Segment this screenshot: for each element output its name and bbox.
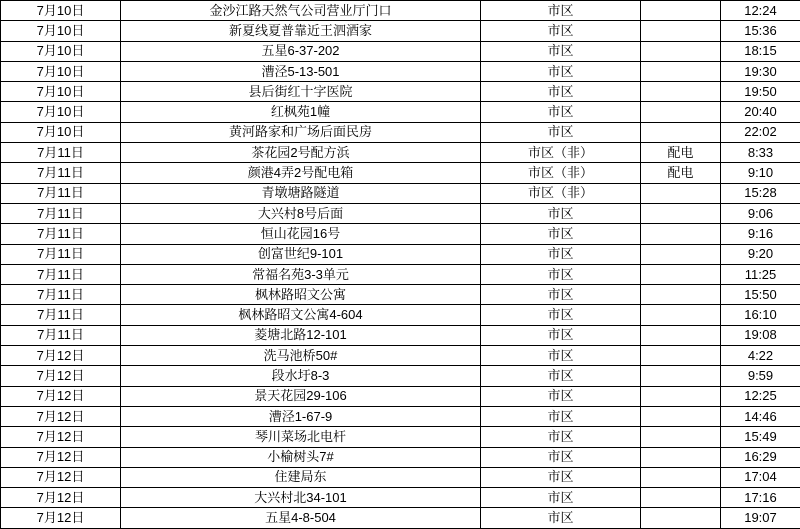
cell-date[interactable]: 7月11日 bbox=[1, 224, 121, 244]
cell-area[interactable]: 市区 bbox=[481, 305, 641, 325]
cell-address[interactable]: 大兴村北34-101 bbox=[121, 488, 481, 508]
table-row bbox=[1, 285, 800, 305]
cell-address[interactable]: 住建局东 bbox=[121, 467, 481, 487]
cell-area[interactable]: 市区 bbox=[481, 467, 641, 487]
cell-area[interactable]: 市区 bbox=[481, 346, 641, 366]
cell-area[interactable]: 市区 bbox=[481, 224, 641, 244]
cell-area[interactable]: 市区 bbox=[481, 427, 641, 447]
cell-type[interactable] bbox=[641, 183, 721, 203]
cell-type[interactable] bbox=[641, 366, 721, 386]
cell-time[interactable]: 12:25 bbox=[721, 386, 800, 406]
cell-date[interactable]: 7月12日 bbox=[1, 447, 121, 467]
table-row bbox=[1, 1, 800, 21]
cell-area[interactable]: 市区 bbox=[481, 244, 641, 264]
cell-type[interactable] bbox=[641, 82, 721, 102]
cell-address[interactable]: 县后街红十字医院 bbox=[121, 82, 481, 102]
cell-time[interactable]: 18:15 bbox=[721, 41, 800, 61]
cell-address[interactable]: 漕泾1-67-9 bbox=[121, 406, 481, 426]
cell-area[interactable]: 市区（非） bbox=[481, 163, 641, 183]
cell-address[interactable]: 五星4-8-504 bbox=[121, 508, 481, 528]
cell-address[interactable]: 大兴村8号后面 bbox=[121, 203, 481, 223]
cell-area[interactable]: 市区 bbox=[481, 508, 641, 528]
cell-address[interactable]: 琴川菜场北电杆 bbox=[121, 427, 481, 447]
cell-area[interactable]: 市区（非） bbox=[481, 183, 641, 203]
table-body bbox=[1, 1, 800, 529]
cell-date[interactable]: 7月11日 bbox=[1, 305, 121, 325]
cell-type[interactable] bbox=[641, 264, 721, 284]
table-row bbox=[1, 244, 800, 264]
table-row bbox=[1, 163, 800, 183]
cell-type[interactable] bbox=[641, 467, 721, 487]
cell-date[interactable]: 7月12日 bbox=[1, 386, 121, 406]
cell-time[interactable]: 19:08 bbox=[721, 325, 800, 345]
cell-type[interactable] bbox=[641, 346, 721, 366]
cell-address[interactable]: 段水圩8-3 bbox=[121, 366, 481, 386]
cell-time[interactable]: 8:33 bbox=[721, 143, 800, 163]
cell-type[interactable] bbox=[641, 406, 721, 426]
cell-date[interactable]: 7月10日 bbox=[1, 82, 121, 102]
cell-time[interactable]: 9:06 bbox=[721, 203, 800, 223]
cell-address[interactable]: 漕泾5-13-501 bbox=[121, 61, 481, 81]
cell-type[interactable] bbox=[641, 488, 721, 508]
cell-address[interactable]: 创富世纪9-101 bbox=[121, 244, 481, 264]
cell-area[interactable]: 市区 bbox=[481, 21, 641, 41]
table-row bbox=[1, 102, 800, 122]
cell-time[interactable]: 15:36 bbox=[721, 21, 800, 41]
cell-date[interactable]: 7月11日 bbox=[1, 244, 121, 264]
cell-time[interactable]: 12:24 bbox=[721, 1, 800, 21]
cell-date[interactable]: 7月12日 bbox=[1, 346, 121, 366]
cell-type[interactable] bbox=[641, 447, 721, 467]
cell-date[interactable]: 7月12日 bbox=[1, 427, 121, 447]
table-row bbox=[1, 203, 800, 223]
cell-date[interactable]: 7月10日 bbox=[1, 1, 121, 21]
cell-address[interactable]: 枫林路昭文公寓 bbox=[121, 285, 481, 305]
cell-address[interactable]: 青墩塘路隧道 bbox=[121, 183, 481, 203]
table-row bbox=[1, 386, 800, 406]
table-row bbox=[1, 346, 800, 366]
table-row bbox=[1, 325, 800, 345]
cell-time[interactable]: 9:16 bbox=[721, 224, 800, 244]
table-row bbox=[1, 122, 800, 142]
cell-type[interactable] bbox=[641, 61, 721, 81]
table-row bbox=[1, 82, 800, 102]
cell-area[interactable]: 市区 bbox=[481, 41, 641, 61]
cell-date[interactable]: 7月10日 bbox=[1, 102, 121, 122]
cell-type[interactable]: 配电 bbox=[641, 143, 721, 163]
cell-date[interactable]: 7月12日 bbox=[1, 488, 121, 508]
table-row bbox=[1, 366, 800, 386]
cell-area[interactable]: 市区 bbox=[481, 366, 641, 386]
cell-area[interactable]: 市区 bbox=[481, 82, 641, 102]
cell-date[interactable]: 7月11日 bbox=[1, 203, 121, 223]
table-row bbox=[1, 406, 800, 426]
cell-area[interactable]: 市区 bbox=[481, 122, 641, 142]
cell-area[interactable]: 市区 bbox=[481, 386, 641, 406]
table-row bbox=[1, 427, 800, 447]
cell-date[interactable]: 7月12日 bbox=[1, 467, 121, 487]
cell-type[interactable] bbox=[641, 305, 721, 325]
cell-date[interactable]: 7月11日 bbox=[1, 264, 121, 284]
table-row bbox=[1, 41, 800, 61]
cell-date[interactable]: 7月10日 bbox=[1, 41, 121, 61]
cell-type[interactable] bbox=[641, 1, 721, 21]
cell-time[interactable]: 15:49 bbox=[721, 427, 800, 447]
cell-date[interactable]: 7月11日 bbox=[1, 143, 121, 163]
cell-time[interactable]: 4:22 bbox=[721, 346, 800, 366]
cell-date[interactable]: 7月12日 bbox=[1, 406, 121, 426]
cell-time[interactable]: 9:59 bbox=[721, 366, 800, 386]
cell-area[interactable]: 市区 bbox=[481, 285, 641, 305]
cell-area[interactable]: 市区 bbox=[481, 325, 641, 345]
table-row bbox=[1, 508, 800, 528]
cell-time[interactable]: 22:02 bbox=[721, 122, 800, 142]
cell-time[interactable]: 20:40 bbox=[721, 102, 800, 122]
table-row bbox=[1, 264, 800, 284]
cell-area[interactable]: 市区 bbox=[481, 447, 641, 467]
cell-type[interactable] bbox=[641, 41, 721, 61]
cell-address[interactable]: 茶花园2号配方浜 bbox=[121, 143, 481, 163]
cell-address[interactable]: 新夏线夏普靠近王泗酒家 bbox=[121, 21, 481, 41]
table-row bbox=[1, 305, 800, 325]
cell-area[interactable]: 市区 bbox=[481, 406, 641, 426]
cell-type[interactable] bbox=[641, 325, 721, 345]
table-row bbox=[1, 183, 800, 203]
table-row bbox=[1, 143, 800, 163]
cell-address[interactable]: 洗马池桥50# bbox=[121, 346, 481, 366]
cell-type[interactable] bbox=[641, 21, 721, 41]
cell-time[interactable]: 16:29 bbox=[721, 447, 800, 467]
cell-time[interactable]: 11:25 bbox=[721, 264, 800, 284]
cell-type[interactable] bbox=[641, 102, 721, 122]
cell-area[interactable]: 市区 bbox=[481, 203, 641, 223]
cell-date[interactable]: 7月10日 bbox=[1, 21, 121, 41]
cell-type[interactable] bbox=[641, 122, 721, 142]
cell-area[interactable]: 市区 bbox=[481, 1, 641, 21]
cell-time[interactable]: 19:30 bbox=[721, 61, 800, 81]
cell-date[interactable]: 7月10日 bbox=[1, 122, 121, 142]
cell-date[interactable]: 7月10日 bbox=[1, 61, 121, 81]
cell-address[interactable]: 金沙江路天然气公司营业厅门口 bbox=[121, 1, 481, 21]
cell-type[interactable] bbox=[641, 203, 721, 223]
cell-address[interactable]: 黄河路家和广场后面民房 bbox=[121, 122, 481, 142]
table-row bbox=[1, 467, 800, 487]
cell-type[interactable] bbox=[641, 244, 721, 264]
cell-time[interactable]: 14:46 bbox=[721, 406, 800, 426]
cell-address[interactable]: 恒山花园16号 bbox=[121, 224, 481, 244]
cell-area[interactable]: 市区 bbox=[481, 488, 641, 508]
cell-time[interactable]: 17:04 bbox=[721, 467, 800, 487]
cell-date[interactable]: 7月12日 bbox=[1, 366, 121, 386]
cell-time[interactable]: 19:50 bbox=[721, 82, 800, 102]
cell-address[interactable]: 景天花园29-106 bbox=[121, 386, 481, 406]
cell-time[interactable]: 9:10 bbox=[721, 163, 800, 183]
table-row bbox=[1, 21, 800, 41]
cell-date[interactable]: 7月11日 bbox=[1, 325, 121, 345]
cell-address[interactable]: 颜港4弄2号配电箱 bbox=[121, 163, 481, 183]
cell-type[interactable] bbox=[641, 285, 721, 305]
cell-time[interactable]: 16:10 bbox=[721, 305, 800, 325]
cell-date[interactable]: 7月12日 bbox=[1, 508, 121, 528]
cell-type[interactable] bbox=[641, 427, 721, 447]
cell-address[interactable]: 五星6-37-202 bbox=[121, 41, 481, 61]
cell-address[interactable]: 枫林路昭文公寓4-604 bbox=[121, 305, 481, 325]
cell-type[interactable]: 配电 bbox=[641, 163, 721, 183]
table-row bbox=[1, 224, 800, 244]
cell-address[interactable]: 常福名苑3-3单元 bbox=[121, 264, 481, 284]
cell-date[interactable]: 7月11日 bbox=[1, 285, 121, 305]
cell-address[interactable]: 红枫苑1幢 bbox=[121, 102, 481, 122]
cell-area[interactable]: 市区 bbox=[481, 264, 641, 284]
table-row bbox=[1, 447, 800, 467]
table-row bbox=[1, 488, 800, 508]
cell-time[interactable]: 15:28 bbox=[721, 183, 800, 203]
cell-area[interactable]: 市区（非） bbox=[481, 143, 641, 163]
cell-area[interactable]: 市区 bbox=[481, 61, 641, 81]
cell-time[interactable]: 15:50 bbox=[721, 285, 800, 305]
cell-type[interactable] bbox=[641, 224, 721, 244]
cell-type[interactable] bbox=[641, 508, 721, 528]
cell-time[interactable]: 19:07 bbox=[721, 508, 800, 528]
cell-type[interactable] bbox=[641, 386, 721, 406]
cell-date[interactable]: 7月11日 bbox=[1, 163, 121, 183]
cell-address[interactable]: 菱塘北路12-101 bbox=[121, 325, 481, 345]
cell-date[interactable]: 7月11日 bbox=[1, 183, 121, 203]
cell-time[interactable]: 17:16 bbox=[721, 488, 800, 508]
table-row bbox=[1, 61, 800, 81]
cell-area[interactable]: 市区 bbox=[481, 102, 641, 122]
cell-address[interactable]: 小榆树头7# bbox=[121, 447, 481, 467]
cell-time[interactable]: 9:20 bbox=[721, 244, 800, 264]
